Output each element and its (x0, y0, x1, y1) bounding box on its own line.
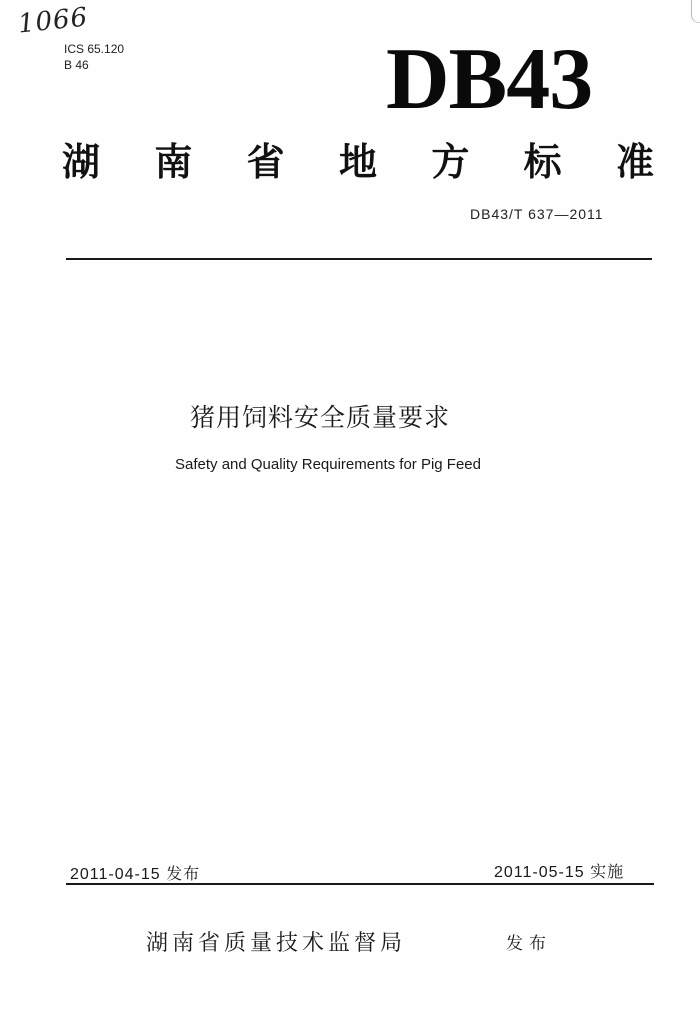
standard-title-char: 省 (246, 140, 285, 184)
db-code: DB43 (386, 31, 593, 128)
ics-code: ICS 65.120 (64, 42, 125, 56)
document-title-zh: 猪用饲料安全质量要求 (190, 403, 451, 432)
implementation-date: 2011-05-15 实施 (494, 864, 625, 881)
top-divider (66, 258, 652, 260)
standard-title-char: 准 (615, 140, 654, 184)
standard-title-char: 方 (431, 140, 470, 184)
bottom-divider (66, 883, 654, 885)
standard-number: DB43/T 637—2011 (470, 206, 604, 222)
standard-title (62, 140, 654, 184)
standard-title-char: 地 (338, 140, 377, 184)
page-corner-curl (691, 0, 700, 23)
issue-label: 发布 (506, 934, 552, 954)
handwritten-note: 1066 (16, 2, 90, 40)
document-title-en: Safety and Quality Requirements for Pig Feed (175, 456, 481, 473)
issue-date: 2011-04-15 发布 (70, 866, 201, 883)
standard-title-char: 湖 (62, 140, 101, 184)
standard-title-char: 标 (523, 140, 562, 184)
classification-code: B 46 (64, 58, 89, 72)
standard-title-char: 南 (154, 140, 193, 184)
issuer-name: 湖南省质量技术监督局 (146, 931, 407, 956)
